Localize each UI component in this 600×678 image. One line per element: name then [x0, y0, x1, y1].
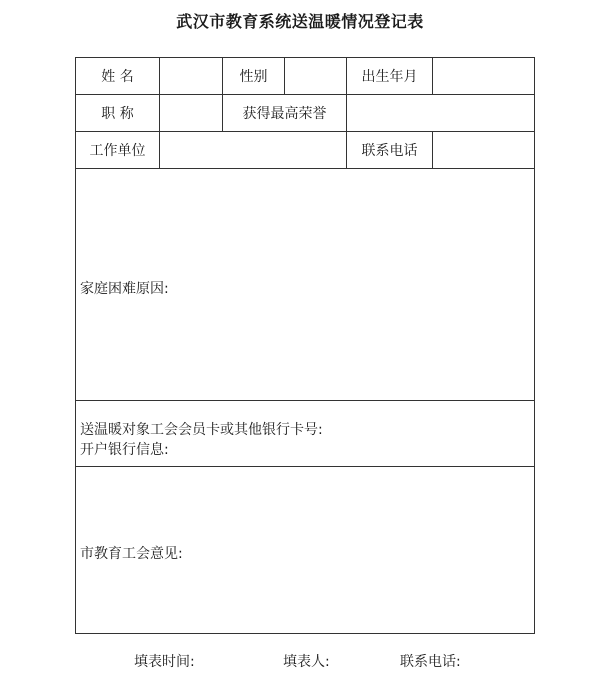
- phone-field[interactable]: [433, 132, 535, 169]
- fill-time-label: 填表时间:: [134, 654, 195, 670]
- contact-phone-label: 联系电话:: [400, 654, 461, 670]
- family-difficulty-label: 家庭困难原因:: [80, 280, 169, 297]
- row-family-difficulty: [76, 169, 535, 401]
- gender-label: 性别: [223, 58, 285, 95]
- family-difficulty-field[interactable]: [76, 169, 535, 401]
- row-title-honor: [76, 95, 535, 132]
- name-field[interactable]: [160, 58, 223, 95]
- row-bank-info: [76, 401, 535, 467]
- form-title: 武汉市教育系统送温暖情况登记表: [176, 12, 424, 31]
- row-basic-info: [76, 58, 535, 95]
- gender-field[interactable]: [285, 58, 347, 95]
- workplace-field[interactable]: [160, 132, 347, 169]
- bank-info-label: 开户银行信息:: [80, 441, 169, 458]
- row-union-opinion: [76, 467, 535, 634]
- phone-label: 联系电话: [347, 132, 433, 169]
- row-workplace: [76, 132, 535, 169]
- honor-label: 获得最高荣誉: [223, 95, 347, 132]
- registration-table: [75, 57, 535, 634]
- name-label: 姓 名: [76, 58, 160, 95]
- union-opinion-label: 市教育工会意见:: [80, 546, 183, 562]
- bank-card-label: 送温暖对象工会会员卡或其他银行卡号:: [80, 421, 323, 438]
- workplace-label: 工作单位: [76, 132, 160, 169]
- union-opinion-field[interactable]: [76, 467, 535, 634]
- job-title-label: 职 称: [76, 95, 160, 132]
- honor-field[interactable]: [347, 95, 535, 132]
- birth-label: 出生年月: [347, 58, 433, 95]
- birth-field[interactable]: [433, 58, 535, 95]
- bank-info-field[interactable]: [76, 401, 535, 467]
- job-title-field[interactable]: [160, 95, 223, 132]
- filler-label: 填表人:: [283, 654, 330, 670]
